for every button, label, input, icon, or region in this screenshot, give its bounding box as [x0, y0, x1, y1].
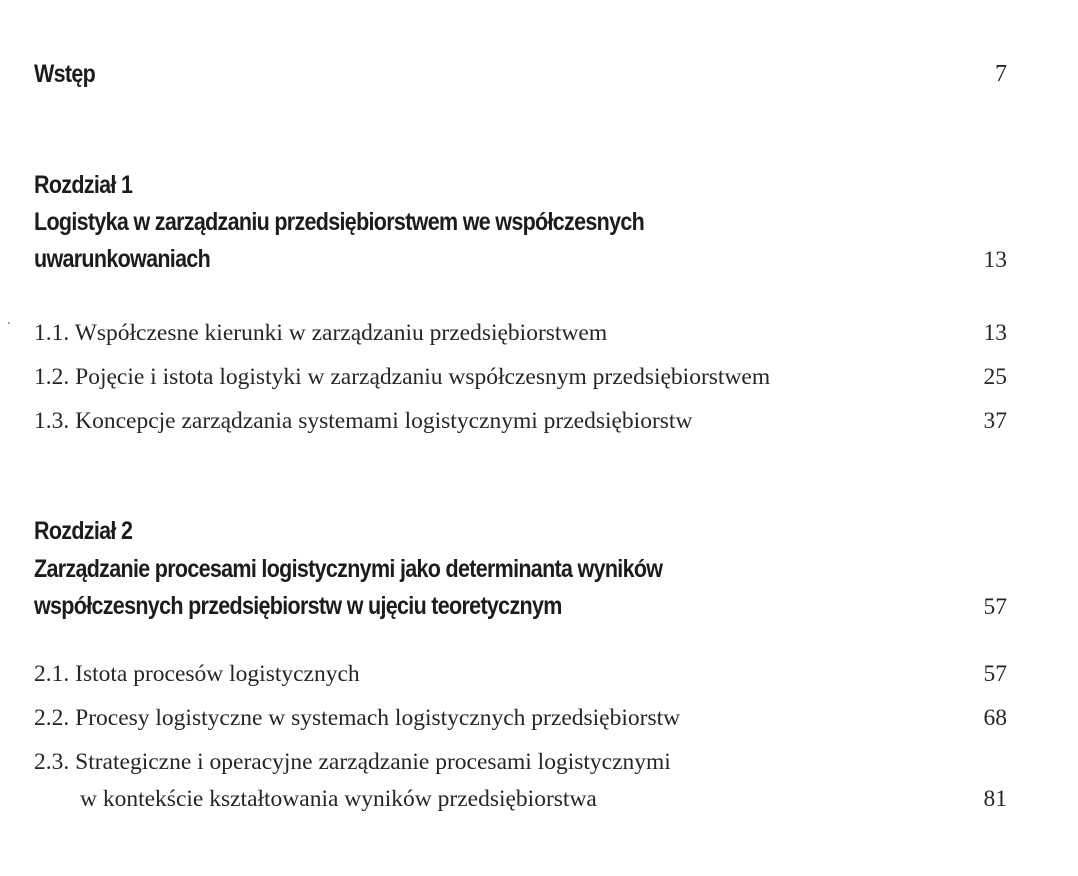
chapter1-label: Rozdział 1: [34, 171, 133, 199]
chapter1-title-line2[interactable]: uwarunkowaniach: [34, 245, 211, 273]
chapter2-page: 57: [983, 594, 1007, 620]
section-1-1-page: 13: [983, 320, 1007, 346]
section-1-2-page: 25: [983, 364, 1007, 390]
scan-speck: [8, 322, 10, 324]
section-2-3-line2[interactable]: w kontekście kształtowania wyników przedsiębiorstwa: [80, 786, 597, 812]
chapter2-title-line2[interactable]: współczesnych przedsiębiorstw w ujęciu teoretycznym: [34, 592, 562, 620]
section-2-1-page: 57: [983, 661, 1007, 687]
chapter1-page: 13: [983, 247, 1007, 273]
section-1-3[interactable]: 1.3. Koncepcje zarządzania systemami logistycznymi przedsiębiorstw: [34, 408, 693, 434]
toc-intro-page: 7: [995, 61, 1007, 87]
section-2-3-page: 81: [983, 786, 1007, 812]
toc-intro-title[interactable]: Wstęp: [34, 60, 96, 88]
section-2-2-page: 68: [983, 705, 1007, 731]
chapter2-title-line1[interactable]: Zarządzanie procesami logistycznymi jako determinanta wyników: [34, 555, 663, 583]
section-1-3-page: 37: [983, 408, 1007, 434]
chapter1-title-line1[interactable]: Logistyka w zarządzaniu przedsiębiorstwem we współczesnych: [34, 208, 645, 236]
chapter2-label: Rozdział 2: [34, 517, 133, 545]
section-1-1[interactable]: 1.1. Współczesne kierunki w zarządzaniu przedsiębiorstwem: [34, 320, 608, 346]
section-2-2[interactable]: 2.2. Procesy logistyczne w systemach logistycznych przedsiębiorstw: [34, 705, 681, 731]
section-2-1[interactable]: 2.1. Istota procesów logistycznych: [34, 661, 360, 687]
section-1-2[interactable]: 1.2. Pojęcie i istota logistyki w zarządzaniu współczesnym przedsiębiorstwem: [34, 364, 771, 390]
section-2-3-line1[interactable]: 2.3. Strategiczne i operacyjne zarządzanie procesami logistycznymi: [34, 749, 671, 775]
